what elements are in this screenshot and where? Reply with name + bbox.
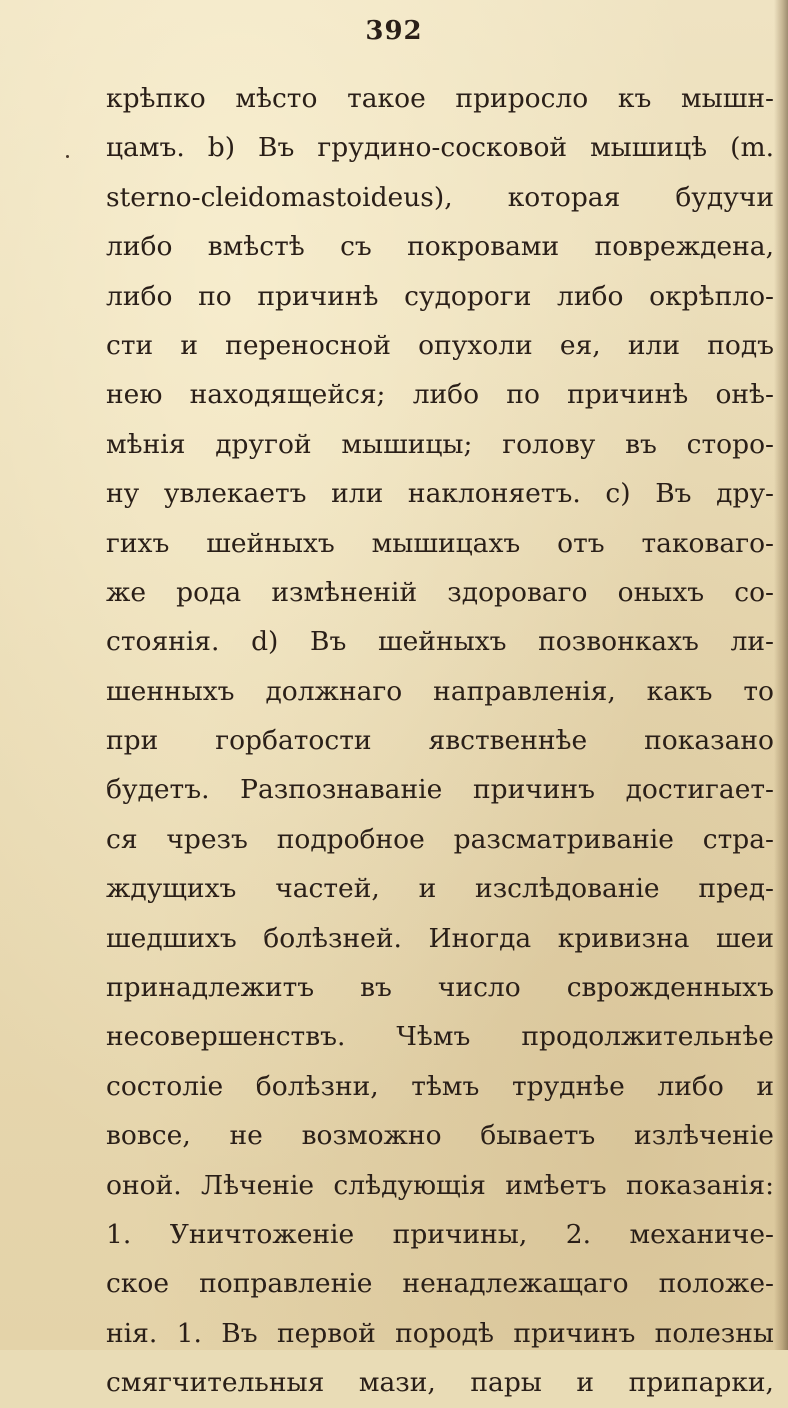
text-line: стоянія. d) Въ шейныхъ позвонкахъ ли-: [106, 626, 774, 658]
text-line: оной. Лѣченіе слѣдующія имѣетъ показанія:: [106, 1169, 774, 1201]
text-line: принадлежитъ въ число сврожденныхъ: [106, 972, 774, 1004]
text-line: смягчительныя мази, пары и припарки,: [106, 1367, 774, 1399]
text-line: мѣнія другой мышицы; голову въ сторо-: [106, 428, 774, 460]
text-line: сти и переносной опухоли ея, или подъ: [106, 329, 774, 361]
text-line: ждущихъ частей, и изслѣдованіе пред-: [106, 873, 774, 905]
text-line: шедшихъ болѣзней. Иногда кривизна шеи: [106, 922, 774, 954]
text-line: несовершенствъ. Чѣмъ продолжительнѣе: [106, 1021, 774, 1053]
body-text: [106, 74, 774, 1408]
text-line: ну увлекаетъ или наклоняетъ. c) Въ дру-: [106, 478, 774, 510]
text-line: нія. 1. Въ первой породѣ причинъ полезны: [106, 1317, 774, 1349]
text-line: состоліе болѣзни, тѣмъ труднѣе либо и: [106, 1070, 774, 1102]
text-line: ся чрезъ подробное разсматриваніе стра-: [106, 823, 774, 855]
text-line: же рода измѣненій здороваго оныхъ со-: [106, 576, 774, 608]
text-line: будетъ. Разпознаваніе причинъ достигает-: [106, 774, 774, 806]
ink-speck: [66, 155, 69, 158]
page-number: 392: [365, 16, 423, 46]
text-line: 1. Уничтоженіе причины, 2. механиче-: [106, 1218, 774, 1250]
text-line: шенныхъ должнаго направленія, какъ то: [106, 675, 774, 707]
text-line: ское поправленіе ненадлежащаго положе-: [106, 1268, 774, 1300]
page-edge-shadow: [774, 0, 788, 1350]
text-line: вовсе, не возможно бываетъ излѣченіе: [106, 1120, 774, 1152]
text-line: либо по причинѣ судороги либо окрѣпло-: [106, 280, 774, 312]
text-line: либо вмѣстѣ съ покровами повреждена,: [106, 231, 774, 263]
text-line: при горбатости явственнѣе показано: [106, 725, 774, 757]
text-line: гихъ шейныхъ мышицахъ отъ таковаго-: [106, 527, 774, 559]
text-line: крѣпко мѣсто такое приросло къ мышн-: [106, 83, 774, 114]
text-line: нею находящейся; либо по причинѣ онѣ-: [106, 379, 774, 411]
text-line: цамъ. b) Въ грудино-сосковой мышицѣ (m.: [106, 132, 774, 164]
text-line: sterno-cleidomastoideus), которая будучи: [106, 181, 774, 213]
